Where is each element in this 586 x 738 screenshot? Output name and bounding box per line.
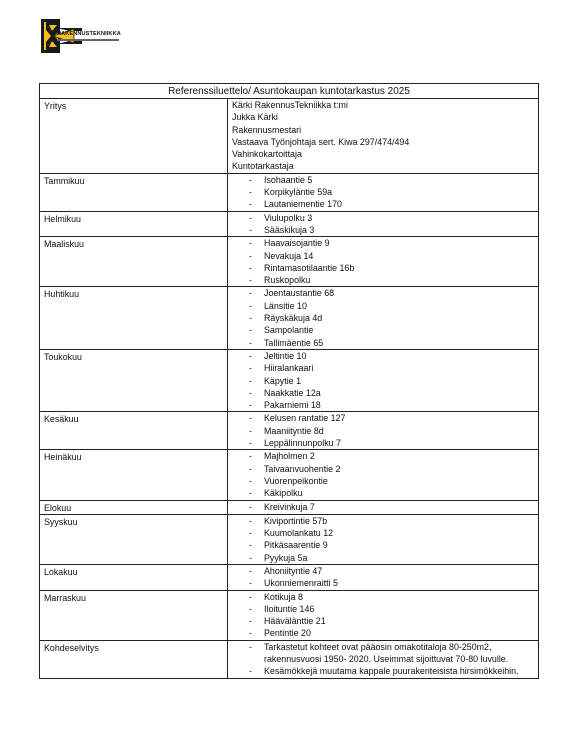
month-row — [40, 287, 539, 349]
row-items — [228, 514, 539, 564]
row-items — [228, 349, 539, 411]
row-label: Syyskuu — [40, 514, 228, 564]
item-list — [232, 450, 534, 499]
item-list — [232, 515, 534, 564]
list-item: - Vuorenpeikontie — [232, 475, 534, 487]
list-item: - Majholmen 2 — [232, 450, 534, 462]
list-item: - Pyykuja 5a — [232, 552, 534, 564]
item-list — [232, 641, 534, 678]
item-list — [232, 412, 534, 449]
month-row — [40, 450, 539, 500]
row-items — [228, 173, 539, 211]
month-row — [40, 349, 539, 411]
row-label: Huhtikuu — [40, 287, 228, 349]
role-line: Vahinkokartoittaja — [232, 149, 302, 160]
table-title: Referenssiluettelo/ Asuntokaupan kuntotarkastus 2025 — [40, 84, 539, 99]
title-line: Rakennusmestari — [232, 124, 302, 135]
row-label: Heinäkuu — [40, 450, 228, 500]
list-item: - Sampolantie — [232, 324, 534, 336]
certification-line: Vastaava Työnjohtaja sert. Kiwa 297/474/494 — [232, 136, 410, 147]
list-item: - Kreivinkuja 7 — [232, 501, 534, 513]
list-item: - Nevakuja 14 — [232, 250, 534, 262]
list-item: - Käkipolku — [232, 487, 534, 499]
month-row — [40, 590, 539, 640]
list-item: - Leppälinnunpolku 7 — [232, 437, 534, 449]
table-header-row — [40, 84, 539, 99]
item-list — [232, 350, 534, 411]
list-item: - Iloituntie 146 — [232, 603, 534, 615]
list-item: - Pakarniemi 18 — [232, 399, 534, 411]
item-list — [232, 287, 534, 348]
month-row — [40, 237, 539, 287]
list-item: - Isohaantie 5 — [232, 174, 534, 186]
list-item: - Pitkäsaarentie 9 — [232, 539, 534, 551]
month-row — [40, 564, 539, 590]
list-item: - Kuumolankatu 12 — [232, 527, 534, 539]
row-label: Helmikuu — [40, 211, 228, 237]
month-row — [40, 500, 539, 514]
list-item: - Haavaisojantie 9 — [232, 237, 534, 249]
row-items — [228, 450, 539, 500]
list-item: - Kotikuja 8 — [232, 591, 534, 603]
item-list — [232, 237, 534, 286]
company-row — [40, 99, 539, 174]
item-list — [232, 565, 534, 590]
list-item: - Korpikyläntie 59a — [232, 186, 534, 198]
list-item: - Kelusen rantatie 127 — [232, 412, 534, 424]
item-list — [232, 501, 534, 513]
month-row — [40, 514, 539, 564]
list-item: - Hiiralankaari — [232, 362, 534, 374]
month-row — [40, 412, 539, 450]
row-label: Elokuu — [40, 500, 228, 514]
logo-tagline-strip — [57, 39, 119, 41]
logo-brand-text: RAKENNUSTEKNIIKKA — [57, 31, 121, 37]
company-info — [228, 99, 539, 174]
list-item: - Rintamasotilaantie 16b — [232, 262, 534, 274]
contact-person: Jukka Kärki — [232, 112, 278, 123]
row-items — [228, 590, 539, 640]
row-items — [228, 640, 539, 678]
row-label: Marraskuu — [40, 590, 228, 640]
item-list — [232, 591, 534, 640]
row-items — [228, 237, 539, 287]
list-item: - Pentintie 20 — [232, 627, 534, 639]
list-item: - Räyskäkuja 4d — [232, 312, 534, 324]
row-items — [228, 564, 539, 590]
reference-table — [39, 83, 539, 679]
list-item: - Tallimäentie 65 — [232, 337, 534, 349]
list-item: - Naakkatie 12a — [232, 387, 534, 399]
list-item: - Käpytie 1 — [232, 375, 534, 387]
role-line: Kuntotarkastaja — [232, 161, 294, 172]
list-item: - Viulupolku 3 — [232, 212, 534, 224]
month-row — [40, 173, 539, 211]
list-item: - Lautaniementie 170 — [232, 198, 534, 210]
list-item: - Ukonniemenraitti 5 — [232, 577, 534, 589]
list-item: - Taivaanvuohentie 2 — [232, 463, 534, 475]
company-name: Kärki RakennusTekniikka t:mi — [232, 100, 348, 110]
row-items — [228, 500, 539, 514]
list-item: - Tarkastetut kohteet ovat pääosin omakotitaloja 80-250m2, rakennusvuosi 1950- 2020. Useimmat sijoittuvat 70-80 luvulle. — [232, 641, 534, 666]
row-items — [228, 211, 539, 237]
list-item: - Ruskopolku — [232, 274, 534, 286]
row-label: Maaliskuu — [40, 237, 228, 287]
row-label: Tammikuu — [40, 173, 228, 211]
row-label: Toukokuu — [40, 349, 228, 411]
list-item: - Kesämökkejä muutama kappale puurakenteisista hirsimökkeihin. — [232, 665, 534, 677]
company-label: Yritys — [40, 99, 228, 174]
row-items — [228, 287, 539, 349]
item-list — [232, 212, 534, 237]
list-item: - Maaniityntie 8d — [232, 425, 534, 437]
row-items — [228, 412, 539, 450]
row-label: Kesäkuu — [40, 412, 228, 450]
list-item: - Länsitie 10 — [232, 300, 534, 312]
month-row — [40, 211, 539, 237]
list-item: - Jeltintie 10 — [232, 350, 534, 362]
list-item: - Kiviportintie 57b — [232, 515, 534, 527]
list-item: - Ahoniityntie 47 — [232, 565, 534, 577]
list-item: - Sääskikuja 3 — [232, 224, 534, 236]
summary-row — [40, 640, 539, 678]
list-item: - Häävälänttie 21 — [232, 615, 534, 627]
row-label: Lokakuu — [40, 564, 228, 590]
list-item: - Joentaustantie 68 — [232, 287, 534, 299]
item-list — [232, 174, 534, 211]
row-label: Kohdeselvitys — [40, 640, 228, 678]
